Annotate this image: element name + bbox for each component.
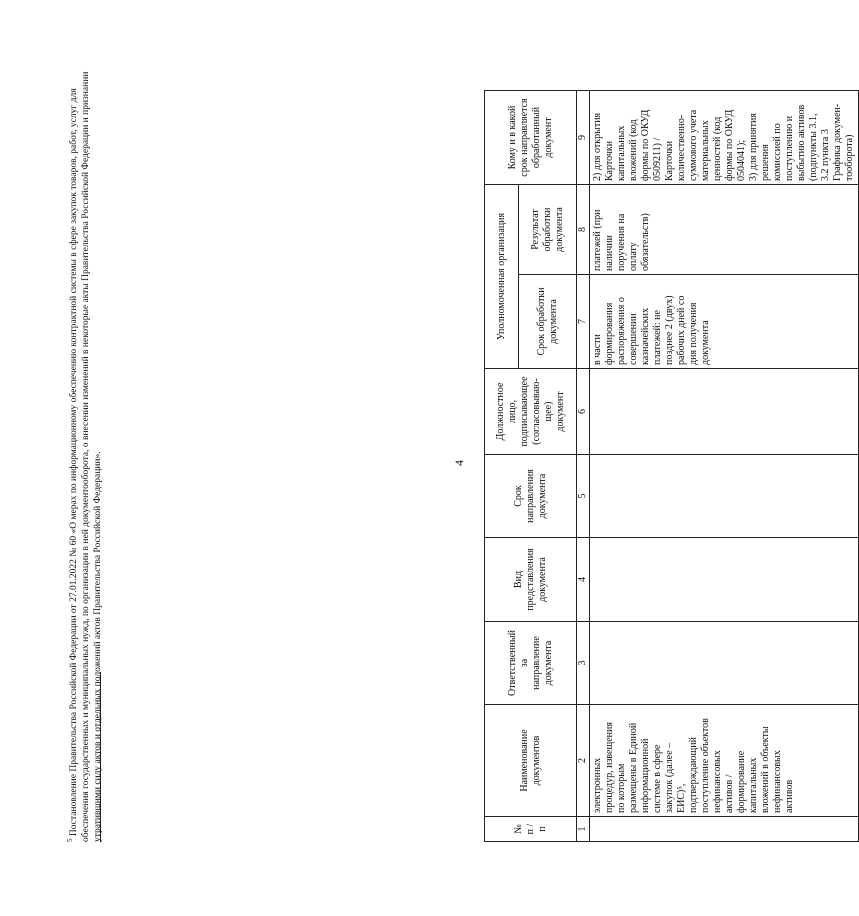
cell-processing-result: платежей (при наличии поручения на оплату обязательств) bbox=[590, 185, 859, 275]
cell-number bbox=[590, 817, 859, 842]
header-submission-deadline: Срок направления документа bbox=[485, 455, 577, 538]
document-flow-table bbox=[484, 90, 859, 842]
header-authorized-organization: Уполномоченная организация bbox=[485, 185, 519, 369]
column-number: 1 bbox=[577, 817, 590, 842]
column-number: 2 bbox=[577, 705, 590, 817]
column-numbers-row bbox=[577, 91, 590, 842]
column-number: 7 bbox=[577, 275, 590, 369]
cell-responsible bbox=[590, 622, 859, 705]
header-processing-result: Результат обработки документа bbox=[519, 185, 577, 275]
cell-document-name: электронных процедур, извещения по которым размещены в Единой информационной системе в сфере закупок (далее – ЕИС)⁵, подтверждающий поступление объектов нефинансовых активов / формирование капитальных вложений в объекты нефинансовых активов bbox=[590, 705, 859, 817]
cell-submission-type bbox=[590, 538, 859, 622]
cell-recipient: 2) для открытия Карточки капитальных вложений (код формы по ОКУД 0509211) / Карточки количественно- суммового учета материальных ценностей (код формы по ОКУД 0504041); 3) для принятия решения комиссией по поступлению и выбытию активов (подпункты 3.1, 3.2 пункта 3 Графика докумен- тооборота) bbox=[590, 91, 859, 185]
page-number: 4 bbox=[452, 460, 466, 466]
header-responsible: Ответственный за направление документа bbox=[485, 622, 577, 705]
header-submission-type: Вид представления документа bbox=[485, 538, 577, 622]
cell-signing-official bbox=[590, 369, 859, 455]
header-number: № п / п bbox=[485, 817, 577, 842]
column-number: 4 bbox=[577, 538, 590, 622]
header-recipient: Кому и в какой срок направляется обработанный документ bbox=[485, 91, 577, 185]
column-number: 3 bbox=[577, 622, 590, 705]
header-processing-deadline: Срок обработки документа bbox=[519, 275, 577, 369]
column-number: 9 bbox=[577, 91, 590, 185]
column-number: 8 bbox=[577, 185, 590, 275]
footnote-marker: 5 bbox=[66, 838, 74, 842]
header-document-name: Наименование документов bbox=[485, 705, 577, 817]
cell-processing-deadline: в части формирования распоряжения о совершении казначейских платежей: не позднее 2 (двух) рабочих дней со дня получения документа bbox=[590, 275, 859, 369]
column-number: 5 bbox=[577, 455, 590, 538]
column-number: 6 bbox=[577, 369, 590, 455]
footnote bbox=[64, 42, 104, 842]
footnote-text: Постановление Правительства Российской Федерации от 27.01.2022 № 60 «О мерах по информационному обеспечению контрактной системы в сфере закупок товаров, работ, услуг для обеспечения государственных и муниципальных нужд, по организации в ней документооборота, о внесении изменений в некоторые акты Правительства Российской Федерации и признании утратившими силу актов и отдельных положений актов Правительства Российской Федерации». bbox=[69, 71, 104, 842]
header-signing-official: Должностное лицо, подписывающее (согласовываю- щее) документ bbox=[485, 369, 577, 455]
table-row bbox=[590, 91, 859, 842]
cell-submission-deadline bbox=[590, 455, 859, 538]
